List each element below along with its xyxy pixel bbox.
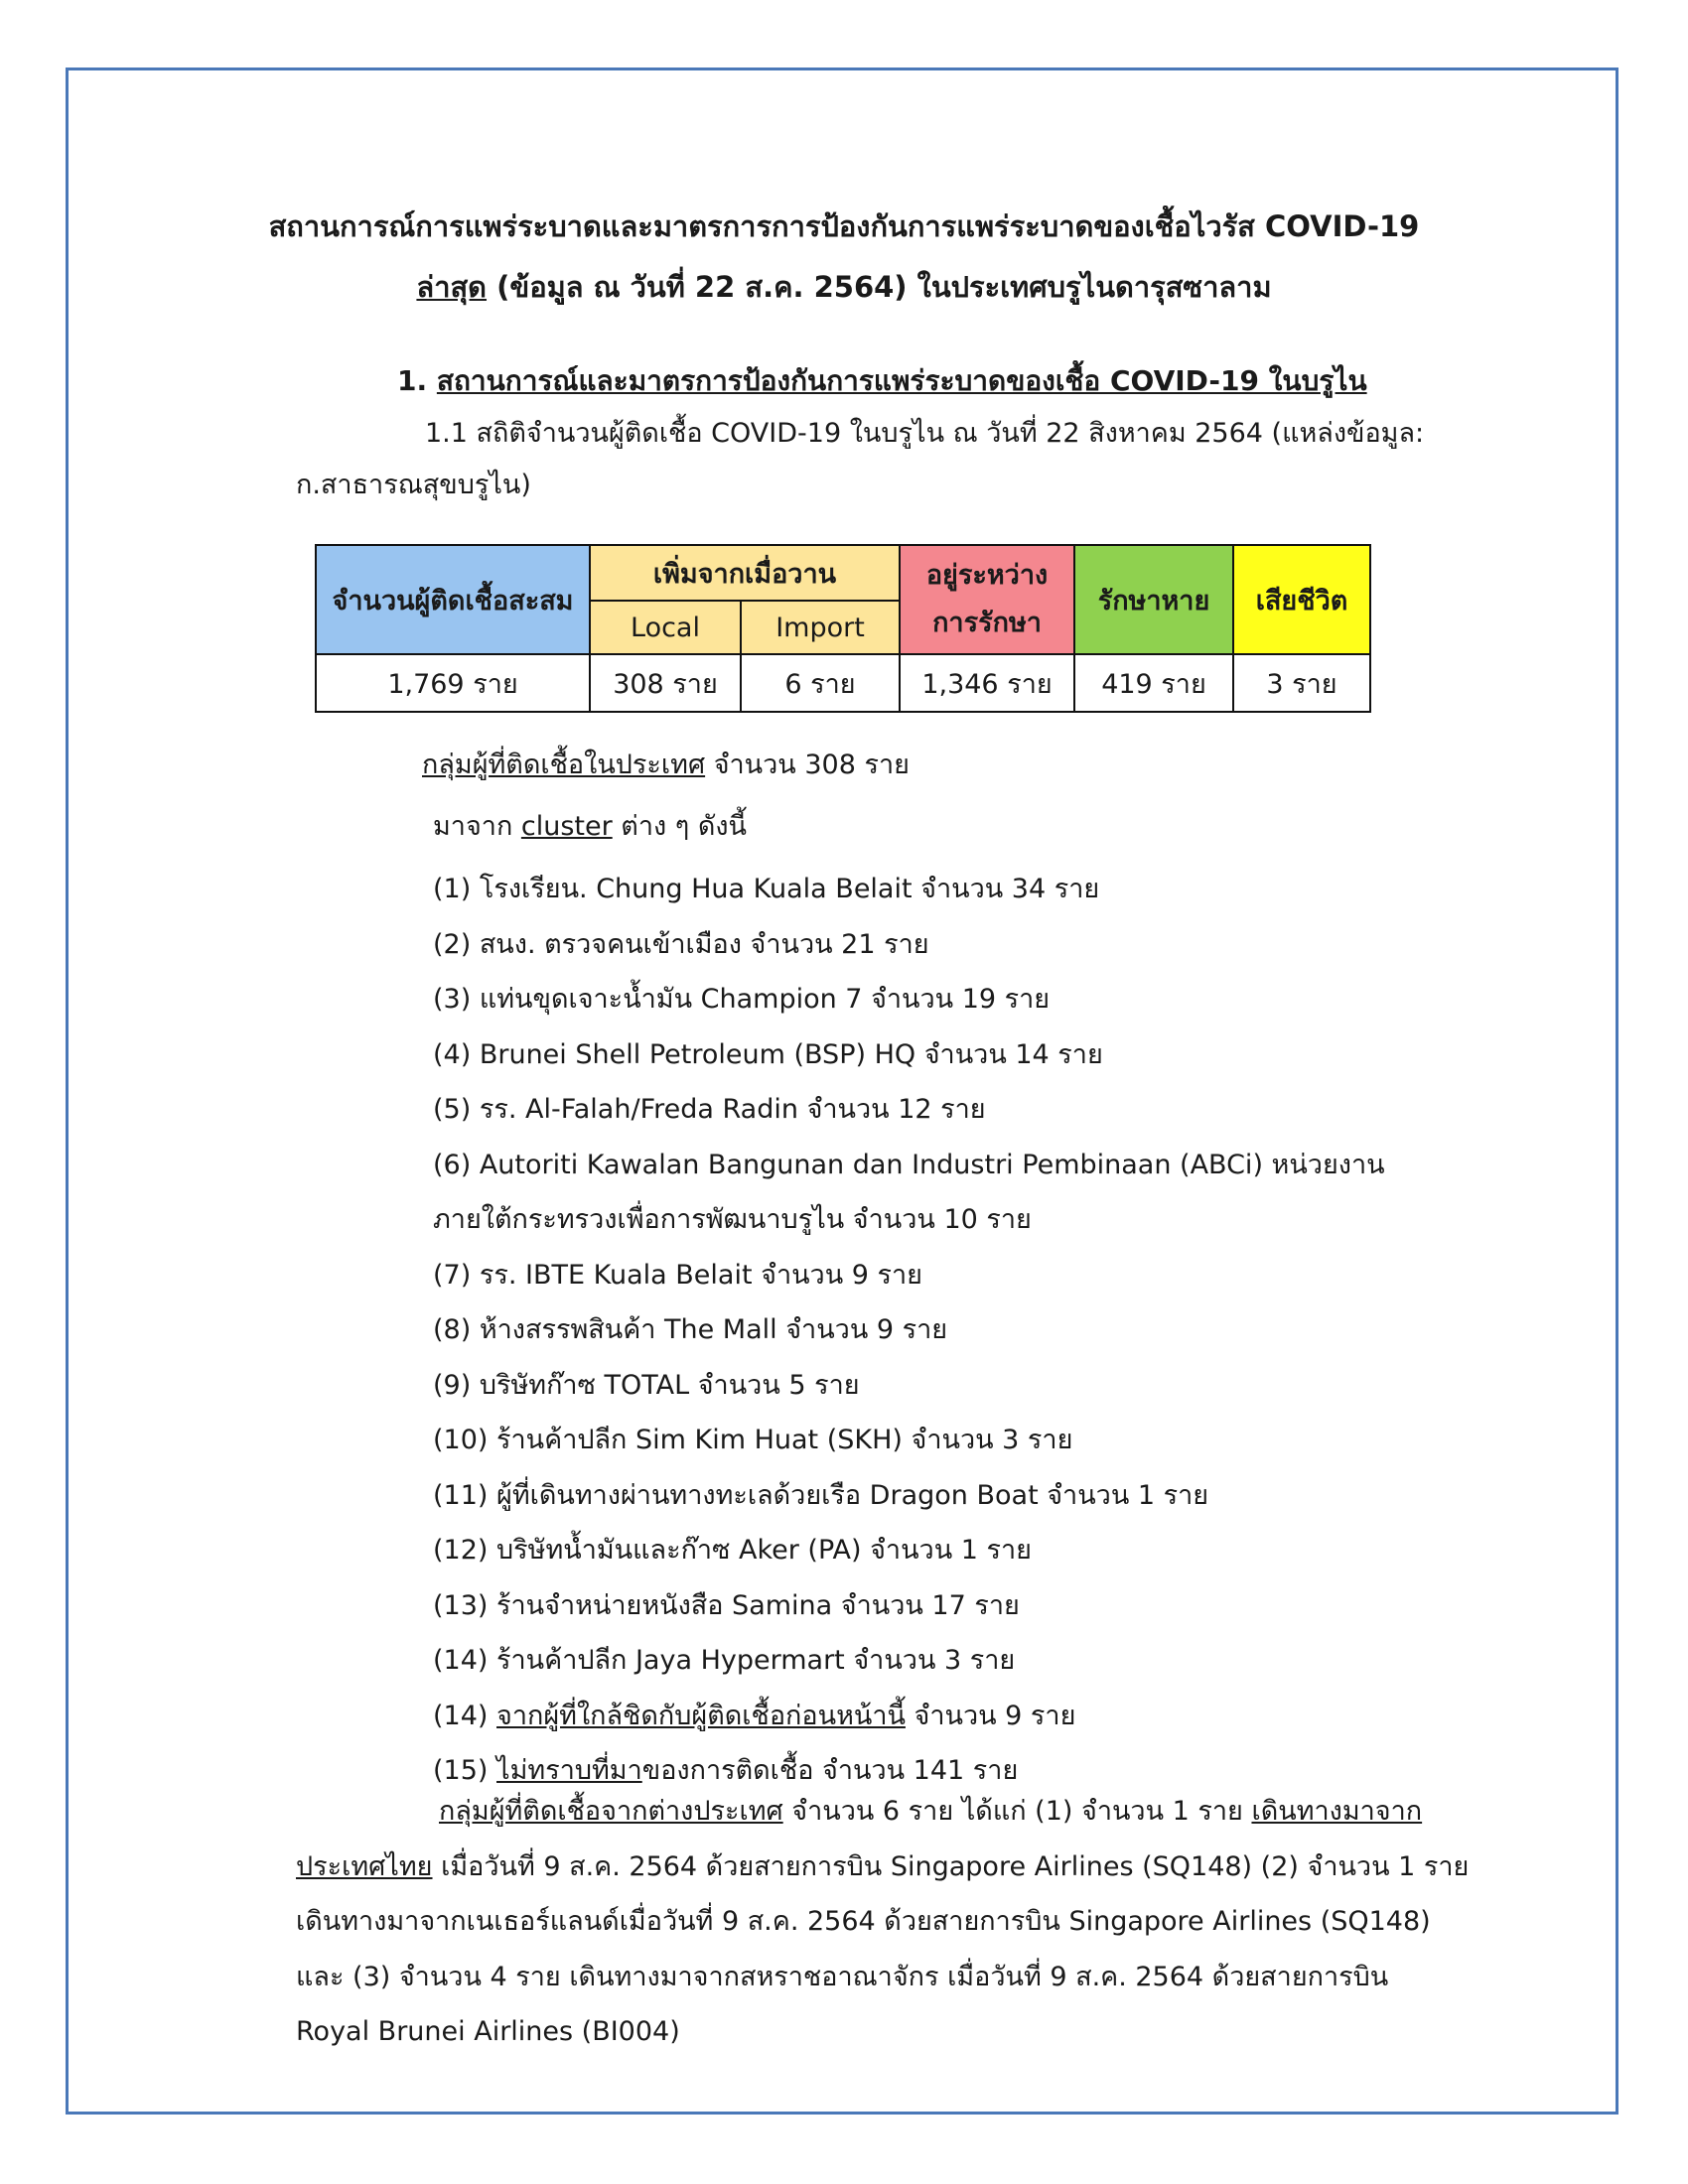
local-group-heading xyxy=(422,743,910,785)
import-group-label: กลุ่มผู้ที่ติดเชื้อจากต่างประเทศ xyxy=(439,1796,783,1827)
close-contact-prefix: (14) xyxy=(433,1700,497,1731)
section-number: 1. xyxy=(397,364,437,397)
unknown-prefix: (15) xyxy=(433,1755,497,1786)
import-line-4: และ (3) จำนวน 4 ราย เดินทางมาจากสหราชอาณาจักร เมื่อวันที่ 9 ส.ค. 2564 ด้วยสายการบิน xyxy=(296,1961,1389,1992)
list-item: (6) Autoriti Kawalan Bangunan dan Industri Pembinaan (ABCi) หน่วยงาน xyxy=(433,1149,1385,1180)
value-treatment: 1,346 ราย xyxy=(900,654,1074,712)
import-line-2 xyxy=(296,1840,1470,1895)
value-local: 308 ราย xyxy=(590,654,741,712)
list-item: (4) Brunei Shell Petroleum (BSP) HQ จำนวน 14 ราย xyxy=(433,1038,1103,1070)
list-item: (8) ห้างสรรพสินค้า The Mall จำนวน 9 ราย xyxy=(433,1314,948,1345)
header-local: Local xyxy=(590,601,741,654)
list-item: ภายใต้กระทรวงเพื่อการพัฒนาบรูไน จำนวน 10 ราย xyxy=(433,1204,1032,1235)
unknown-count: ของการติดเชื้อ จำนวน 141 ราย xyxy=(641,1755,1019,1786)
list-item: (1) โรงเรียน. Chung Hua Kuala Belait จำนวน 34 ราย xyxy=(433,874,1100,904)
subsection-line-1: 1.1 สถิติจำนวนผู้ติดเชื้อ COVID-19 ในบรูไน ณ วันที่ 22 สิงหาคม 2564 (แหล่งข้อมูล: xyxy=(425,418,1425,449)
value-deaths: 3 ราย xyxy=(1233,654,1370,712)
list-item: (3) แท่นขุดเจาะน้ำมัน Champion 7 จำนวน 19 ราย xyxy=(433,984,1051,1015)
list-item: (10) ร้านค้าปลีก Sim Kim Huat (SKH) จำนวน 3 ราย xyxy=(433,1425,1073,1455)
import-line-5: Royal Brunei Airlines (BI004) xyxy=(296,2016,680,2047)
import-line-3: เดินทางมาจากเนเธอร์แลนด์เมื่อวันที่ 9 ส.ค. 2564 ด้วยสายการบิน Singapore Airlines (SQ148) xyxy=(296,1906,1431,1937)
import-line-2-text: เมื่อวันที่ 9 ส.ค. 2564 ด้วยสายการบิน Singapore Airlines (SQ148) (2) จำนวน 1 ราย xyxy=(432,1850,1470,1882)
list-item-close-contact xyxy=(433,1689,1385,1744)
document-title: สถานการณ์การแพร่ระบาดและมาตรการการป้องกันการแพร่ระบาดของเชื้อไวรัส COVID-19 xyxy=(268,209,1420,243)
list-item: (14) ร้านค้าปลีก Jaya Hypermart จำนวน 3 ราย xyxy=(433,1645,1016,1676)
statistics-table xyxy=(315,544,1371,713)
value-cumulative: 1,769 ราย xyxy=(316,654,590,712)
list-item: (2) สนง. ตรวจคนเข้าเมือง จำนวน 21 ราย xyxy=(433,928,929,960)
latest-label: ล่าสุด xyxy=(416,270,488,304)
import-group-count: จำนวน 6 ราย ได้แก่ (1) จำนวน 1 ราย xyxy=(782,1796,1252,1827)
list-item: (5) รร. Al-Falah/Freda Radin จำนวน 12 ราย xyxy=(433,1094,986,1125)
cluster-word: cluster xyxy=(520,811,613,842)
header-cumulative: จำนวนผู้ติดเชื้อสะสม xyxy=(316,545,590,654)
header-import: Import xyxy=(741,601,900,654)
list-item: (12) บริษัทน้ำมันและก๊าซ Aker (PA) จำนวน 1 ราย xyxy=(433,1535,1032,1566)
close-contact-count: จำนวน 9 ราย xyxy=(905,1700,1076,1731)
header-treatment xyxy=(900,545,1074,654)
header-recovered: รักษาหาย xyxy=(1074,545,1233,654)
header-treatment-line2: การรักษา xyxy=(932,608,1042,638)
list-item: (9) บริษัทก๊าซ TOTAL จำนวน 5 ราย xyxy=(433,1369,860,1401)
cluster-intro xyxy=(433,804,747,847)
list-item: (13) ร้านจำหน่ายหนังสือ Samina จำนวน 17 ราย xyxy=(433,1589,1020,1621)
section-title: สถานการณ์และมาตรการป้องกันการแพร่ระบาดของเชื้อ COVID-19 ในบรูไน xyxy=(436,364,1367,397)
cluster-intro-prefix: มาจาก xyxy=(433,811,521,842)
local-group-label: กลุ่มผู้ที่ติดเชื้อในประเทศ xyxy=(422,750,706,780)
list-item: (7) รร. IBTE Kuala Belait จำนวน 9 ราย xyxy=(433,1259,923,1291)
header-treatment-line1: อยู่ระหว่าง xyxy=(925,560,1049,591)
header-increase: เพิ่มจากเมื่อวาน xyxy=(590,545,900,601)
list-item: (11) ผู้ที่เดินทางผ่านทางทะเลด้วยเรือ Dragon Boat จำนวน 1 ราย xyxy=(433,1479,1209,1511)
cluster-intro-suffix: ต่าง ๆ ดังนี้ xyxy=(612,811,748,842)
header-deaths: เสียชีวิต xyxy=(1233,545,1370,654)
import-line-1 xyxy=(296,1784,1423,1840)
cluster-list xyxy=(433,862,1385,1799)
import-origin-thailand: ประเทศไทย xyxy=(296,1850,433,1882)
section-heading xyxy=(397,359,1367,403)
date-country: (ข้อมูล ณ วันที่ 22 ส.ค. 2564) ในประเทศบรูไนดารุสซาลาม xyxy=(487,270,1272,304)
unknown-label: ไม่ทราบที่มา xyxy=(496,1755,642,1786)
import-paragraph xyxy=(296,1784,1470,2060)
close-contact-label: จากผู้ที่ใกล้ชิดกับผู้ติดเชื้อก่อนหน้านี้ xyxy=(496,1700,906,1731)
document-subtitle xyxy=(0,264,1688,310)
value-recovered: 419 ราย xyxy=(1074,654,1233,712)
import-origin-label: เดินทางมาจาก xyxy=(1251,1796,1423,1827)
local-group-count: จำนวน 308 ราย xyxy=(705,750,910,780)
subsection-line-2: ก.สาธารณสุขบรูไน) xyxy=(296,470,531,500)
value-import: 6 ราย xyxy=(741,654,900,712)
